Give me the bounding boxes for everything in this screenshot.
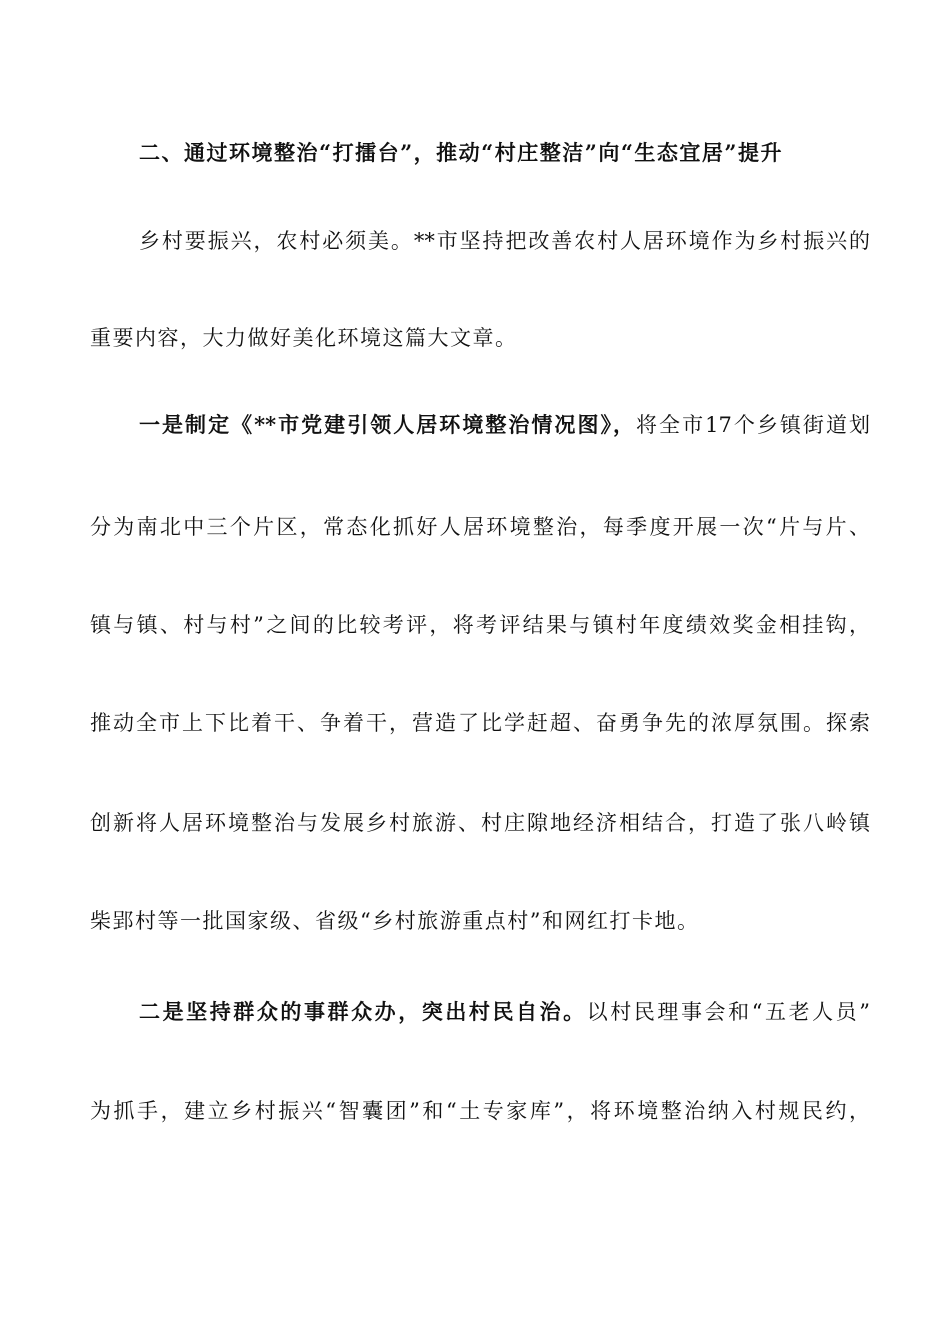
paragraph-2-line-3: 镇与镇、村与村”之间的比较考评，将考评结果与镇村年度绩效奖金相挂钩， — [90, 613, 870, 637]
paragraph-2-bold-lead: 一是制定《**市党建引领人居环境整治情况图》， — [139, 412, 637, 437]
paragraph-2-line-5: 创新将人居环境整治与发展乡村旅游、村庄隙地经济相结合，打造了张八岭镇 — [90, 811, 870, 835]
paragraph-1-line-1: 乡村要振兴，农村必须美。**市坚持把改善农村人居环境作为乡村振兴的 — [139, 229, 870, 253]
paragraph-2-line-4: 推动全市上下比着干、争着干，营造了比学赶超、奋勇争先的浓厚氛围。探索 — [90, 711, 870, 735]
paragraph-2-line-6: 柴郢村等一批国家级、省级“乡村旅游重点村”和网红打卡地。 — [90, 909, 700, 933]
paragraph-3-line-1 — [139, 997, 870, 1027]
paragraph-2-line-1 — [139, 410, 870, 440]
paragraph-3-line-2: 为抓手，建立乡村振兴“智囊团”和“土专家库”，将环境整治纳入村规民约， — [90, 1099, 870, 1123]
paragraph-2-line-2: 分为南北中三个片区，常态化抓好人居环境整治，每季度开展一次“片与片、 — [90, 515, 870, 539]
paragraph-2-line-1-rest: 将全市17个乡镇街道划 — [636, 413, 870, 437]
paragraph-3-bold-lead: 二是坚持群众的事群众办，突出村民自治。 — [139, 999, 587, 1024]
section-heading: 二、通过环境整治“打擂台”，推动“村庄整洁”向“生态宜居”提升 — [139, 140, 783, 165]
paragraph-1-line-2: 重要内容，大力做好美化环境这篇大文章。 — [90, 326, 518, 350]
paragraph-3-line-1-rest: 以村民理事会和“五老人员” — [586, 1000, 870, 1024]
